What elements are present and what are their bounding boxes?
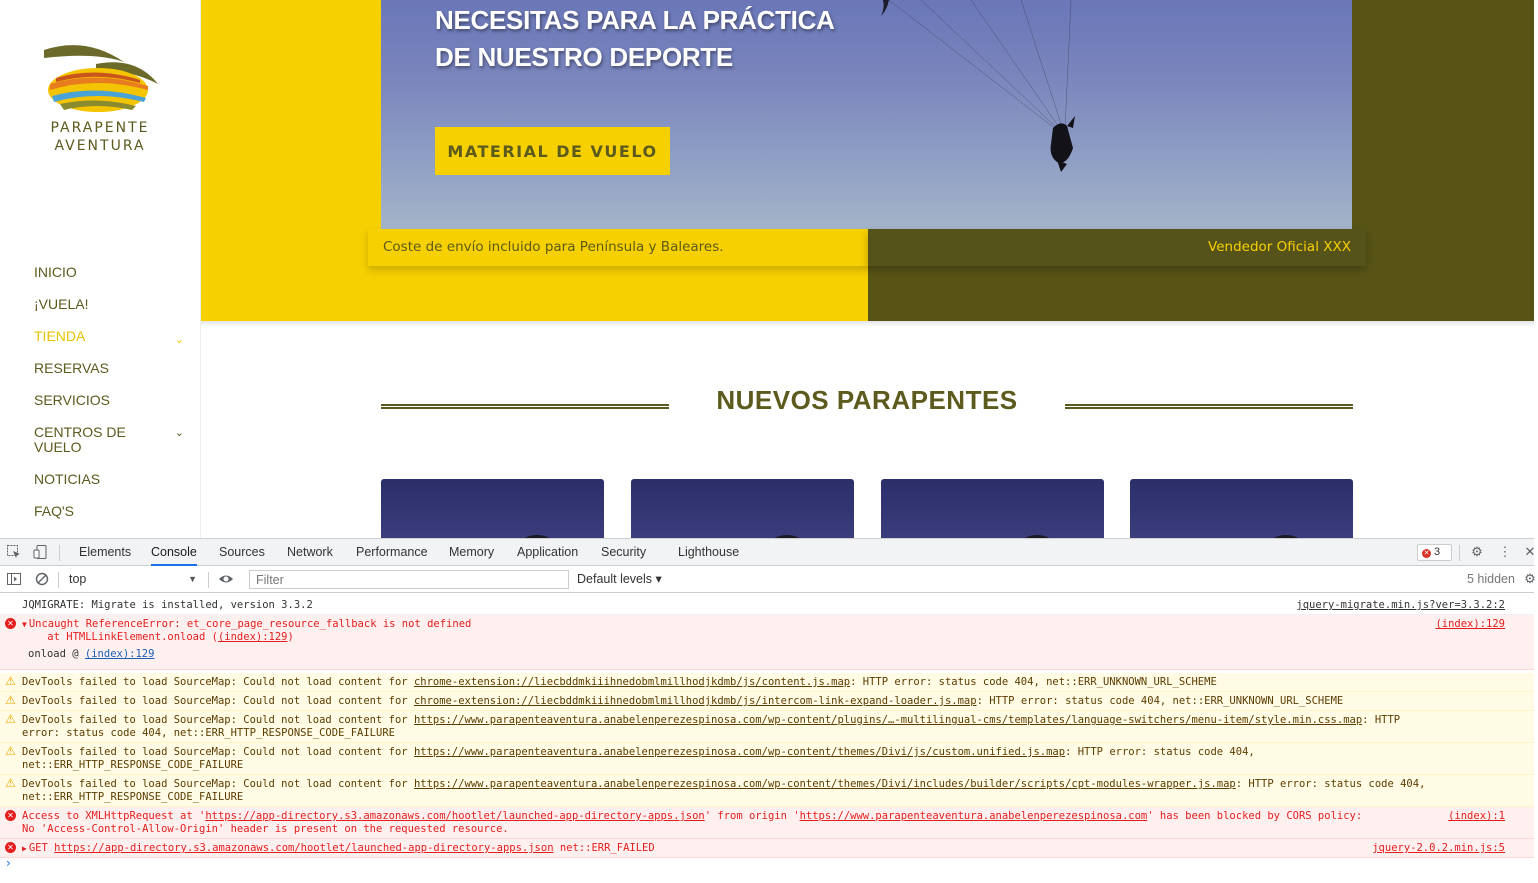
hero-title: [435, 2, 895, 76]
console-message-warning: [0, 692, 1534, 711]
message-text: DevTools failed to load SourceMap: Could not load content for: [22, 746, 414, 758]
tab-lighthouse[interactable]: Lighthouse: [678, 545, 740, 559]
sourcemap-link[interactable]: https://www.parapenteaventura.anabelenperezespinosa.com/wp-content/themes/Divi/js/custom.unified.js.map: [413, 746, 1066, 758]
warning-icon: ⚠: [5, 674, 16, 688]
message-text: No 'Access-Control-Allow-Origin' header is present on the requested resource.: [22, 823, 509, 835]
message-text: GET: [28, 842, 55, 854]
site-logo[interactable]: [36, 40, 164, 160]
nav-item-inicio[interactable]: [34, 260, 184, 292]
tab-console[interactable]: Console: [151, 539, 197, 566]
nav-item-label: SERVICIOS: [34, 392, 110, 408]
inspect-element-icon[interactable]: [6, 544, 22, 560]
live-expression-eye-icon[interactable]: [218, 571, 234, 587]
official-seller-bar: Vendedor Oficial XXX: [868, 229, 1366, 266]
nav-item-reservas[interactable]: [34, 356, 184, 388]
stack-frame-text: onload @: [28, 648, 85, 660]
message-text: Access to XMLHttpRequest at ': [22, 810, 206, 822]
console-prompt[interactable]: ›: [6, 856, 11, 870]
hidden-messages-count: 5 hidden: [1467, 572, 1515, 586]
tab-sources[interactable]: Sources: [219, 545, 265, 559]
tab-network[interactable]: Network: [287, 545, 333, 559]
message-text: : HTTP: [1362, 714, 1401, 726]
warning-icon: ⚠: [5, 693, 16, 707]
toolbar-divider: [208, 572, 209, 588]
message-text: DevTools failed to load SourceMap: Could not load content for: [22, 778, 414, 790]
nav-item-centros-de-vuelo[interactable]: [34, 420, 184, 467]
nav-item-label: CENTROS DE VUELO: [34, 424, 126, 455]
sidebar: [0, 0, 201, 538]
message-source-link[interactable]: (index):1: [1448, 810, 1505, 822]
console-message-error: [0, 839, 1534, 858]
paraglider-silhouette-icon: [861, 0, 1121, 180]
clear-console-icon[interactable]: [34, 571, 50, 587]
settings-gear-icon[interactable]: ⚙: [1471, 544, 1483, 559]
nav-item-label: NOTICIAS: [34, 471, 101, 487]
log-levels-select[interactable]: Default levels ▾: [577, 572, 662, 586]
error-icon: ✕: [5, 842, 16, 853]
shipping-info-bar: Coste de envío incluido para Península y Baleares.: [368, 229, 868, 266]
stack-link[interactable]: (index):129: [217, 631, 288, 643]
warning-icon: ⚠: [5, 776, 16, 790]
sourcemap-link[interactable]: https://www.parapenteaventura.anabelenperezespinosa.com/wp-content/plugins/…-multilingual-cms/templates/language-switchers/menu-item/style.min.css.map: [413, 714, 1363, 726]
console-message-warning: [0, 711, 1534, 743]
message-text: : HTTP error: status code 404, net::ERR_UNKNOWN_URL_SCHEME: [976, 695, 1344, 707]
device-toolbar-icon[interactable]: [32, 544, 48, 560]
chevron-down-icon[interactable]: ⌄: [174, 427, 184, 439]
nav-item-label: FAQ'S: [34, 503, 75, 519]
hero-title-line2: DE NUESTRO DEPORTE: [435, 42, 733, 72]
toolbar-divider: [1459, 545, 1460, 561]
message-text: ): [287, 631, 294, 643]
error-count: 3: [1434, 546, 1441, 558]
message-text: net::ERR_HTTP_RESPONSE_CODE_FAILURE: [22, 791, 244, 803]
console-message-error: [0, 615, 1534, 670]
expand-triangle-icon[interactable]: ▼: [22, 620, 27, 629]
nav-item-vuela[interactable]: [34, 292, 184, 324]
message-source-link[interactable]: jquery-migrate.min.js?ver=3.3.2:2: [1296, 599, 1505, 611]
message-text: : HTTP error: status code 404,: [1235, 778, 1426, 790]
tab-elements[interactable]: Elements: [79, 545, 132, 559]
tab-performance[interactable]: Performance: [356, 545, 428, 559]
warning-icon: ⚠: [5, 744, 16, 758]
more-options-icon[interactable]: ⋮: [1498, 544, 1512, 559]
nav-item-label: TIENDA: [34, 328, 86, 344]
console-settings-gear-icon[interactable]: ⚙: [1524, 571, 1536, 586]
message-text: DevTools failed to load SourceMap: Could not load content for: [22, 695, 414, 707]
console-message-warning: [0, 743, 1534, 775]
message-text: : HTTP error: status code 404,: [1065, 746, 1255, 758]
console-message: [0, 596, 1534, 615]
origin-url-link[interactable]: https://www.parapenteaventura.anabelenperezespinosa.com: [799, 810, 1148, 822]
stack-frame-link[interactable]: (index):129: [84, 648, 155, 660]
sourcemap-link[interactable]: chrome-extension://liecbddmkiiihnedobmlmillhodjkdmb/js/intercom-link-expand-loader.js.map: [413, 695, 977, 707]
console-message-error: [0, 807, 1534, 839]
message-text: Uncaught ReferenceError: et_core_page_resource_fallback is not defined: [28, 618, 472, 630]
expand-triangle-icon[interactable]: ▶: [22, 844, 27, 853]
message-source-link[interactable]: (index):129: [1435, 618, 1505, 630]
tab-memory[interactable]: Memory: [449, 545, 495, 559]
console-filter-input[interactable]: [249, 570, 569, 589]
logo-text-line1: PARAPENTE: [50, 120, 150, 136]
toolbar-divider: [58, 572, 59, 588]
show-sidebar-icon[interactable]: [6, 571, 22, 587]
nav-item-faqs[interactable]: [34, 499, 184, 531]
request-url-link[interactable]: https://app-directory.s3.amazonaws.com/hootlet/launched-app-directory-apps.json: [54, 842, 554, 854]
error-icon: ✕: [1423, 550, 1430, 557]
nav-item-noticias[interactable]: [34, 467, 184, 499]
hero-banner-image: [381, 0, 1352, 229]
chevron-down-icon[interactable]: ⌄: [174, 334, 184, 346]
close-icon[interactable]: ✕: [1524, 544, 1536, 559]
error-count-badge[interactable]: [1417, 544, 1452, 561]
message-text: ' has been blocked by CORS policy:: [1147, 810, 1363, 822]
logo-text-line2: AVENTURA: [54, 138, 146, 154]
hero-title-line1: NECESITAS PARA LA PRÁCTICA: [435, 5, 835, 35]
material-de-vuelo-button[interactable]: MATERIAL DE VUELO: [435, 127, 670, 175]
sourcemap-link[interactable]: chrome-extension://liecbddmkiiihnedobmlmillhodjkdmb/js/content.js.map: [413, 676, 851, 688]
tab-application[interactable]: Application: [517, 545, 579, 559]
sourcemap-link[interactable]: https://www.parapenteaventura.anabelenperezespinosa.com/wp-content/themes/Divi/includes/builder/scripts/cpt-modules-wrapper.js.map: [413, 778, 1236, 790]
error-icon: ✕: [5, 618, 16, 629]
section-title: NUEVOS PARAPENTES: [716, 385, 1018, 415]
message-text: DevTools failed to load SourceMap: Could not load content for: [22, 714, 414, 726]
devtools-panel: [0, 538, 1534, 882]
console-message-warning: [0, 673, 1534, 692]
context-select[interactable]: [63, 570, 203, 589]
message-text: net::ERR_HTTP_RESPONSE_CODE_FAILURE: [22, 759, 244, 771]
toolbar-divider: [59, 545, 60, 561]
nav-item-servicios[interactable]: [34, 388, 184, 420]
section-title-rule-left: [381, 404, 669, 409]
message-source-link[interactable]: jquery-2.0.2.min.js:5: [1372, 842, 1505, 854]
dropdown-arrow-icon: ▼: [188, 574, 197, 584]
message-text: JQMIGRATE: Migrate is installed, version 3.3.2: [22, 599, 313, 611]
console-message-warning: [0, 775, 1534, 807]
nav-item-label: RESERVAS: [34, 360, 109, 376]
console-messages: [0, 594, 1534, 883]
warning-icon: ⚠: [5, 712, 16, 726]
request-url-link[interactable]: https://app-directory.s3.amazonaws.com/hootlet/launched-app-directory-apps.json: [205, 810, 705, 822]
devtools-tabbar: [0, 539, 1534, 566]
message-text: ' from origin ': [704, 810, 800, 822]
console-toolbar: [0, 566, 1534, 593]
error-icon: ✕: [5, 810, 16, 821]
context-select-value: top: [69, 572, 87, 586]
section-title-rule-right: [1065, 404, 1353, 409]
nav-item-label: ¡VUELA!: [34, 296, 89, 312]
message-text: net::ERR_FAILED: [553, 842, 655, 854]
message-text: DevTools failed to load SourceMap: Could not load content for: [22, 676, 414, 688]
message-text: error: status code 404, net::ERR_HTTP_RESPONSE_CODE_FAILURE: [22, 727, 395, 739]
hero-shadow: [201, 321, 1534, 327]
message-text: : HTTP error: status code 404, net::ERR_UNKNOWN_URL_SCHEME: [850, 676, 1217, 688]
message-text: at HTMLLinkElement.onload (: [22, 631, 218, 643]
nav-item-tienda[interactable]: [34, 324, 184, 356]
paraglider-logo-icon: [36, 40, 164, 120]
main-nav: [34, 260, 184, 563]
nav-item-label: INICIO: [34, 264, 77, 280]
tab-security[interactable]: Security: [601, 545, 647, 559]
